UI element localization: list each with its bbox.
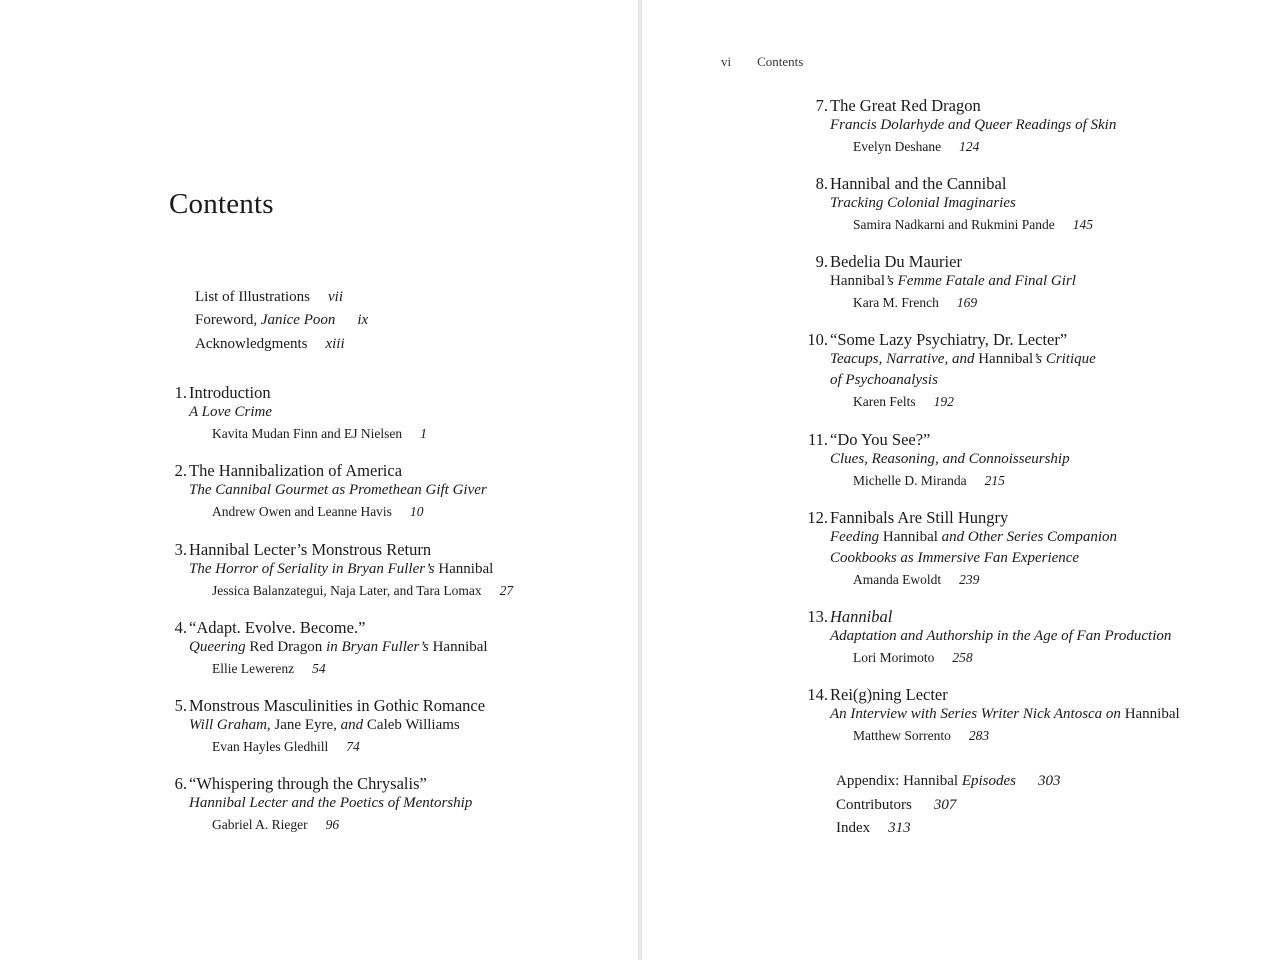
chapter-subtitle bbox=[830, 351, 1096, 368]
right-page bbox=[642, 0, 1280, 960]
chapter-title: The Great Red Dragon bbox=[830, 96, 981, 115]
chapter-authors bbox=[853, 217, 1093, 233]
back-matter-label-italic: Episodes bbox=[961, 773, 1016, 789]
subtitle-text: A Love Crime bbox=[189, 404, 273, 420]
subtitle-text: in Bryan Fuller’s bbox=[322, 639, 433, 655]
chapter-number: 2. bbox=[174, 461, 187, 480]
page-number: 192 bbox=[933, 394, 954, 409]
author-names: Evan Hayles Gledhill bbox=[212, 739, 329, 754]
chapter-authors bbox=[212, 426, 427, 442]
chapter-number: 5. bbox=[174, 696, 187, 715]
page-number: 258 bbox=[952, 650, 973, 665]
chapter-number: 10. bbox=[807, 330, 828, 349]
page-number: 313 bbox=[888, 820, 911, 836]
subtitle-work-title: Hannibal bbox=[438, 561, 494, 577]
chapter-subtitle bbox=[189, 404, 272, 421]
subtitle-text: Tracking Colonial Imaginaries bbox=[830, 195, 1016, 211]
subtitle-text: An Interview with Series Writer Nick Antosca on bbox=[830, 706, 1125, 722]
chapter-subtitle bbox=[189, 795, 472, 812]
chapter-title: Rei(g)ning Lecter bbox=[830, 685, 948, 704]
author-names: Andrew Owen and Leanne Havis bbox=[212, 504, 392, 519]
chapter-subtitle bbox=[830, 117, 1116, 134]
chapter-subtitle bbox=[830, 372, 938, 389]
subtitle-text: The Cannibal Gourmet as Promethean Gift Giver bbox=[189, 482, 487, 498]
subtitle-text: Cookbooks as Immersive Fan Experience bbox=[830, 550, 1080, 566]
author-names: Lori Morimoto bbox=[853, 650, 935, 665]
subtitle-work-title: Caleb Williams bbox=[366, 717, 460, 733]
front-matter-item bbox=[195, 312, 368, 329]
front-matter-label: Acknowledgments bbox=[195, 336, 308, 352]
chapter-title: Hannibal bbox=[830, 607, 893, 626]
page-title: Contents bbox=[169, 188, 274, 220]
chapter-number: 9. bbox=[815, 252, 828, 271]
subtitle-text: Queering bbox=[189, 639, 250, 655]
author-names: Jessica Balanzategui, Naja Later, and Tara Lomax bbox=[212, 583, 482, 598]
chapter-subtitle bbox=[189, 639, 488, 656]
subtitle-text: ’s Critique bbox=[1033, 351, 1096, 367]
author-names: Evelyn Deshane bbox=[853, 139, 942, 154]
chapter-title: “Whispering through the Chrysalis” bbox=[189, 774, 427, 793]
chapter-number: 1. bbox=[174, 383, 187, 402]
subtitle-text: Feeding bbox=[830, 529, 883, 545]
chapter-authors bbox=[853, 139, 979, 155]
subtitle-work-title: Hannibal bbox=[830, 273, 885, 289]
page-number: ix bbox=[357, 312, 369, 328]
chapter-number: 12. bbox=[807, 508, 828, 527]
subtitle-work-title: Hannibal bbox=[882, 529, 938, 545]
page-number: 215 bbox=[984, 473, 1005, 488]
chapter-subtitle bbox=[830, 628, 1171, 645]
page-number: 74 bbox=[346, 739, 360, 754]
chapter-number: 11. bbox=[807, 430, 828, 449]
page-number: 283 bbox=[968, 728, 990, 743]
chapter-number: 14. bbox=[807, 685, 828, 704]
author-names: Gabriel A. Rieger bbox=[212, 817, 308, 832]
page-number: 124 bbox=[959, 139, 980, 154]
chapter-number: 8. bbox=[815, 174, 828, 193]
chapter-title: The Hannibalization of America bbox=[189, 461, 403, 480]
page-number: 1 bbox=[420, 426, 427, 441]
author-names: Samira Nadkarni and Rukmini Pande bbox=[853, 217, 1055, 232]
back-matter-item bbox=[836, 797, 956, 814]
subtitle-text: Will Graham, bbox=[189, 717, 275, 733]
chapter-title: Introduction bbox=[189, 383, 271, 402]
front-matter-item bbox=[195, 336, 345, 353]
chapter-subtitle bbox=[830, 706, 1180, 723]
subtitle-work-title: Hannibal bbox=[432, 639, 488, 655]
chapter-title: Hannibal and the Cannibal bbox=[830, 174, 1007, 193]
chapter-authors bbox=[853, 650, 973, 666]
running-head bbox=[721, 54, 803, 70]
chapter-subtitle bbox=[830, 273, 1076, 290]
chapter-title: Fannibals Are Still Hungry bbox=[830, 508, 1009, 527]
page-number: 145 bbox=[1072, 217, 1093, 232]
chapter-subtitle bbox=[830, 451, 1070, 468]
chapter-authors bbox=[212, 583, 513, 599]
front-matter-label: Foreword, bbox=[195, 312, 261, 328]
chapter-subtitle bbox=[189, 717, 460, 734]
subtitle-work-title: Hannibal bbox=[978, 351, 1034, 367]
author-names: Michelle D. Miranda bbox=[853, 473, 967, 488]
chapter-title: “Do You See?” bbox=[830, 430, 931, 449]
author-names: Kavita Mudan Finn and EJ Nielsen bbox=[212, 426, 403, 441]
subtitle-text: ’s Femme Fatale and Final Girl bbox=[884, 273, 1076, 289]
back-matter-item bbox=[836, 820, 911, 837]
page-number: 54 bbox=[312, 661, 326, 676]
chapter-authors bbox=[853, 295, 977, 311]
back-matter-label: Contributors bbox=[836, 797, 912, 813]
page-number: 27 bbox=[499, 583, 514, 598]
chapter-authors bbox=[212, 739, 360, 755]
page-number: 307 bbox=[933, 797, 957, 813]
chapter-title: Hannibal Lecter’s Monstrous Return bbox=[189, 540, 432, 559]
chapter-number: 7. bbox=[815, 96, 828, 115]
chapter-authors bbox=[212, 504, 423, 520]
chapter-authors bbox=[212, 661, 326, 677]
author-names: Karen Felts bbox=[853, 394, 916, 409]
author-names: Amanda Ewoldt bbox=[853, 572, 942, 587]
subtitle-work-title: Jane Eyre bbox=[274, 717, 334, 733]
back-matter-label: Index bbox=[836, 820, 871, 836]
chapter-authors bbox=[853, 394, 954, 410]
page-number: vii bbox=[328, 289, 343, 305]
subtitle-text: The Horror of Seriality in Bryan Fuller’s bbox=[189, 561, 439, 577]
chapter-authors bbox=[853, 572, 979, 588]
page-number: 239 bbox=[959, 572, 980, 587]
chapter-authors bbox=[212, 817, 339, 833]
subtitle-text: and Other Series Companion bbox=[937, 529, 1118, 545]
chapter-subtitle bbox=[830, 529, 1117, 546]
subtitle-text: Francis Dolarhyde and Queer Readings of Skin bbox=[830, 117, 1117, 133]
front-matter-item bbox=[195, 289, 343, 306]
chapter-authors bbox=[853, 473, 1005, 489]
chapter-title: Monstrous Masculinities in Gothic Romance bbox=[189, 696, 486, 715]
left-page bbox=[0, 0, 638, 960]
chapter-number: 6. bbox=[174, 774, 187, 793]
chapter-number: 4. bbox=[174, 618, 187, 637]
page-number: 10 bbox=[409, 504, 424, 519]
subtitle-text: of Psychoanalysis bbox=[830, 372, 938, 388]
page-number: 303 bbox=[1037, 773, 1061, 789]
page-number: 96 bbox=[325, 817, 340, 832]
subtitle-text: , and bbox=[333, 717, 367, 733]
running-title: Contents bbox=[757, 54, 804, 69]
author-names: Ellie Lewerenz bbox=[212, 661, 295, 676]
folio: vi bbox=[721, 54, 732, 69]
front-matter-label: List of Illustrations bbox=[195, 289, 310, 305]
page-number: 169 bbox=[956, 295, 978, 310]
chapter-subtitle bbox=[189, 482, 487, 499]
back-matter-label: Appendix: Hannibal bbox=[836, 773, 962, 789]
page-number: xiii bbox=[325, 336, 345, 352]
subtitle-text: Teacups, Narrative, and bbox=[830, 351, 979, 367]
chapter-subtitle bbox=[189, 561, 493, 578]
chapter-number: 13. bbox=[807, 607, 828, 626]
subtitle-work-title: Red Dragon bbox=[249, 639, 323, 655]
chapter-subtitle bbox=[830, 195, 1016, 212]
chapter-number: 3. bbox=[174, 540, 187, 559]
chapter-title: “Adapt. Evolve. Become.” bbox=[189, 618, 366, 637]
subtitle-text: Adaptation and Authorship in the Age of Fan Production bbox=[830, 628, 1172, 644]
front-matter-label-italic: Janice Poon bbox=[260, 312, 336, 328]
subtitle-text: Hannibal Lecter and the Poetics of Mentorship bbox=[189, 795, 473, 811]
author-names: Matthew Sorrento bbox=[853, 728, 951, 743]
subtitle-text: Clues, Reasoning, and Connoisseurship bbox=[830, 451, 1070, 467]
subtitle-work-title: Hannibal bbox=[1124, 706, 1180, 722]
author-names: Kara M. French bbox=[853, 295, 939, 310]
chapter-subtitle bbox=[830, 550, 1079, 567]
chapter-title: “Some Lazy Psychiatry, Dr. Lecter” bbox=[830, 330, 1068, 349]
chapter-title: Bedelia Du Maurier bbox=[830, 252, 962, 271]
chapter-authors bbox=[853, 728, 989, 744]
back-matter-item bbox=[836, 773, 1060, 790]
